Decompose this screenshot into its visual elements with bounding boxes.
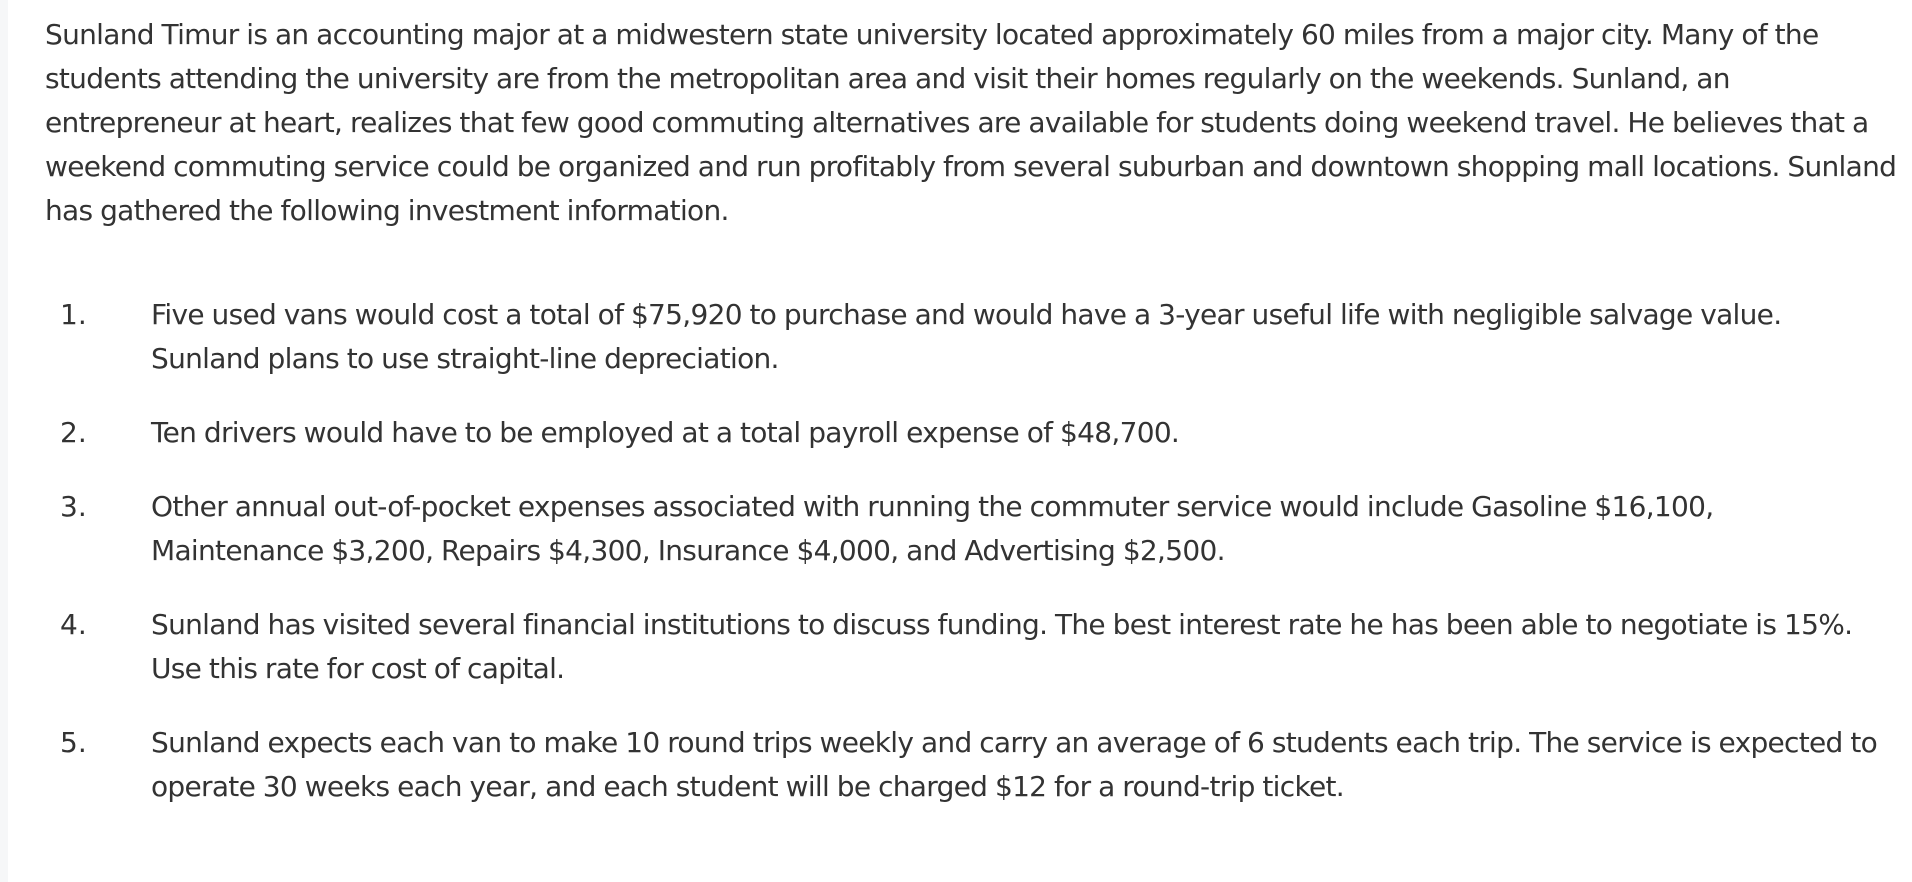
list-item-number: 3. — [60, 490, 87, 523]
list-item-number: 2. — [60, 416, 87, 449]
list-item-number: 4. — [60, 608, 87, 641]
list-item-text: Sunland expects each van to make 10 round trips weekly and carry an average of 6 students each trip. The service is expected to operate 30 weeks each year, and each student will be charged $12 for a round-trip ticket. — [151, 726, 1878, 803]
list-item — [8, 485, 1912, 573]
list-item — [8, 603, 1912, 691]
list-item-number: 5. — [60, 726, 87, 759]
list-item — [8, 721, 1912, 809]
list-item-number: 1. — [60, 298, 87, 331]
investment-info-list — [8, 293, 1912, 839]
list-item-text: Ten drivers would have to be employed at a total payroll expense of $48,700. — [151, 416, 1180, 449]
list-item-text: Sunland has visited several financial institutions to discuss funding. The best interest rate he has been able to negotiate is 15%. Use this rate for cost of capital. — [151, 608, 1853, 685]
list-item-text: Other annual out-of-pocket expenses associated with running the commuter service would include Gasoline $16,100, Maintenance $3,200, Repairs $4,300, Insurance $4,000, and Advertising $2,500. — [151, 490, 1714, 567]
list-item — [8, 411, 1912, 455]
list-item-text: Five used vans would cost a total of $75,920 to purchase and would have a 3-year useful life with negligible salvage value. Sunland plans to use straight-line depreciation. — [151, 298, 1782, 375]
list-item — [8, 293, 1912, 381]
intro-paragraph: Sunland Timur is an accounting major at a midwestern state university located approximately 60 miles from a major city. Many of the students attending the university are from the metropolitan area and visit their homes regularly on the weekends. Sunland, an entrepreneur at heart, realizes that few good commuting alternatives are available for students doing weekend travel. He believes that a weekend commuting service could be organized and run profitably from several suburban and downtown shopping mall locations. Sunland has gathered the following investment information. — [45, 18, 1897, 227]
